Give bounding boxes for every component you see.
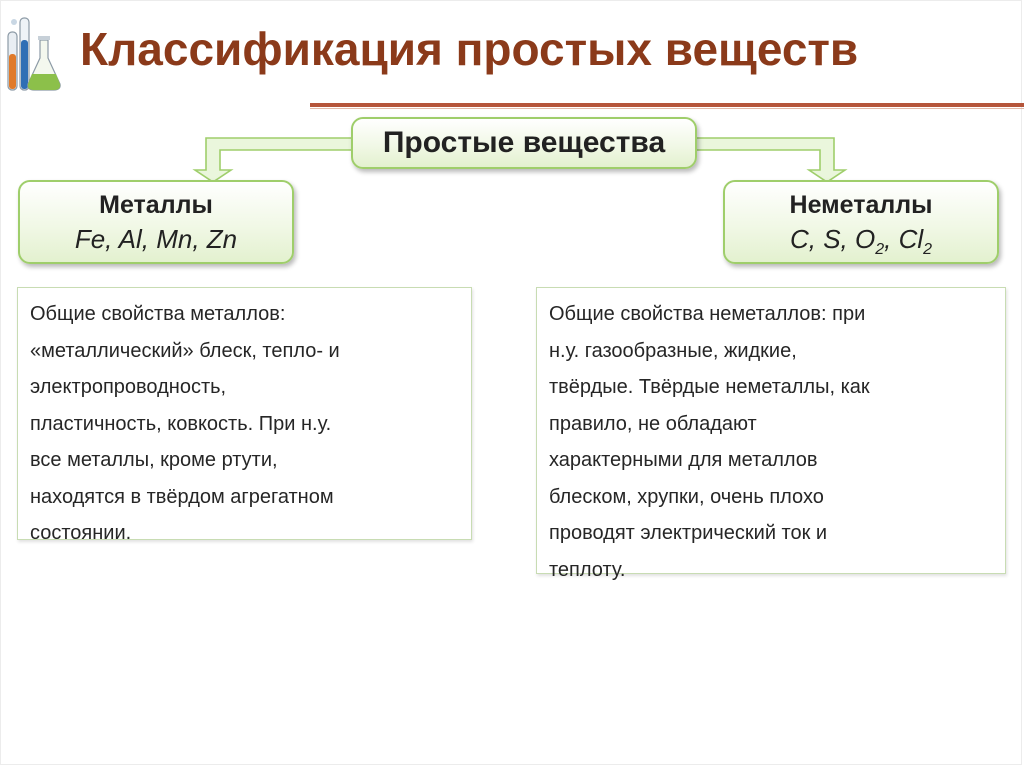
- arrow-to-metals: [195, 138, 352, 182]
- nonmetals-properties-line: теплоту.: [549, 558, 626, 581]
- node-metals-formulas: Fe, Al, Mn, Zn: [74, 224, 238, 254]
- metals-properties-line: электропроводность,: [30, 376, 227, 398]
- formula-part: C, S, O: [789, 224, 876, 254]
- nonmetals-properties-line: проводят электрический ток и: [549, 522, 828, 544]
- formula-subscript: 2: [875, 241, 885, 258]
- nonmetals-properties-line: твёрдые. Твёрдые неметаллы, как: [549, 376, 870, 398]
- chemistry-flasks-icon: [4, 10, 64, 92]
- node-nonmetals-formulas: [725, 222, 997, 256]
- metals-properties-line: состоянии.: [30, 522, 132, 544]
- formula-subscript: 2: [923, 241, 933, 258]
- node-metals-label: Металлы: [99, 191, 213, 219]
- nonmetals-properties-box: [536, 287, 1006, 581]
- node-nonmetals-label: Неметаллы: [789, 191, 933, 219]
- nonmetals-properties-line: правило, не обладают: [549, 412, 757, 435]
- node-metals: [18, 180, 294, 264]
- metals-properties-line: все металлы, кроме ртути,: [30, 449, 278, 471]
- node-nonmetals: [723, 180, 999, 264]
- nonmetals-properties-line: Общие свойства неметаллов: при: [549, 303, 866, 325]
- node-simple-substances: [351, 117, 697, 169]
- metals-properties-line: «металлический» блеск, тепло- и: [30, 339, 340, 362]
- metals-properties-line: пластичность, ковкость. При н.у.: [30, 412, 332, 435]
- page-title: Классификация простых веществ: [80, 23, 859, 75]
- metals-properties-line: Общие свойства металлов:: [30, 303, 286, 325]
- node-simple-substances-label: Простые вещества: [382, 126, 666, 159]
- title-underline: [310, 103, 1024, 107]
- arrow-to-nonmetals: [696, 138, 845, 182]
- metals-properties-line: находятся в твёрдом агрегатном: [30, 485, 334, 508]
- formula-part: , Cl: [884, 224, 924, 254]
- nonmetals-properties-line: н.у. газообразные, жидкие,: [549, 339, 797, 362]
- metals-properties-box: [17, 287, 472, 544]
- nonmetals-properties-line: блеском, хрупки, очень плохо: [549, 485, 824, 508]
- nonmetals-properties-line: характерными для металлов: [549, 449, 818, 471]
